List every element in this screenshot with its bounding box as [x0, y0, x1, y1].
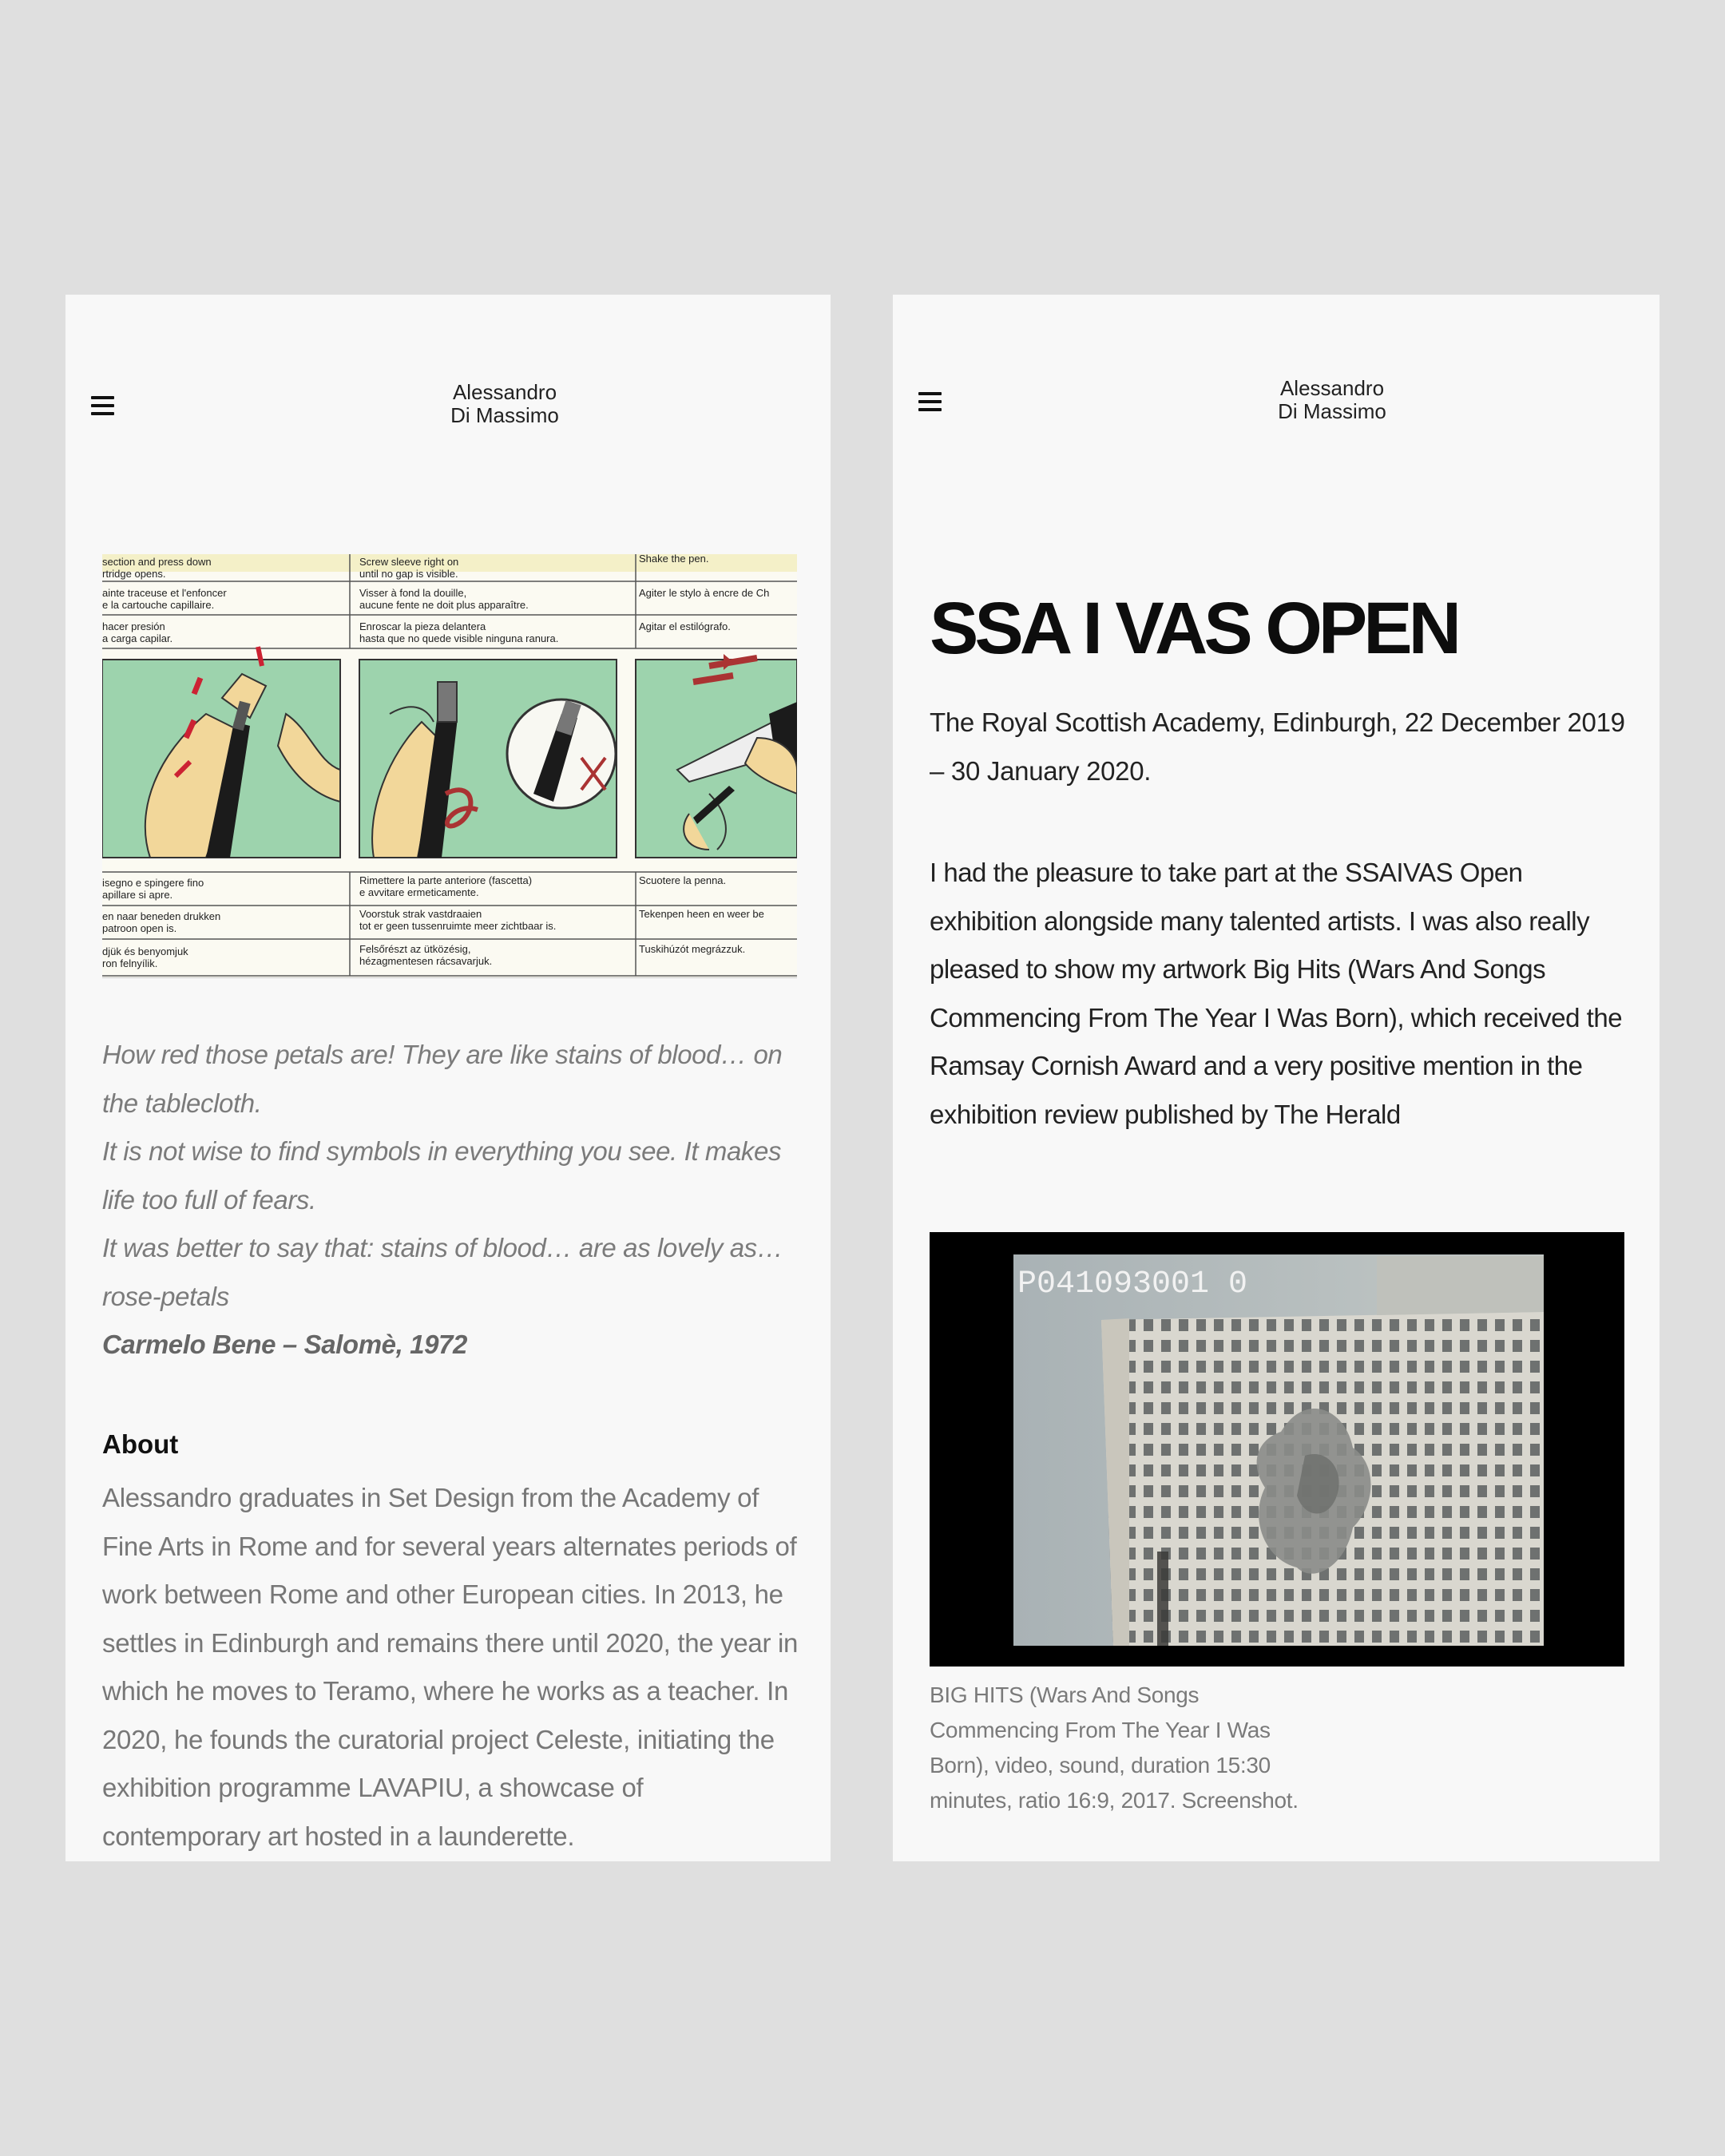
manual-text: Agiter le stylo à encre de Ch	[639, 587, 770, 599]
exhibition-description: I had the pleasure to take part at the SSAIVAS Open exhibition alongside many talented artists. I was also really pleased to show my artwork Big Hits (Wars And Songs Commencing From The Year I Was Born), which received the Ramsay Cornish Award and a very positive mention in the exhibition review published by The Herald	[930, 858, 1623, 1129]
site-title-line1: Alessandro	[452, 380, 557, 404]
poem-author: Carmelo Bene – Salomè, 1972	[102, 1330, 467, 1359]
page-title: SSA I VAS OPEN	[930, 588, 1458, 669]
manual-text: apillare si apre.	[102, 889, 173, 901]
site-title-line2: Di Massimo	[1278, 399, 1386, 423]
video-timecode: P041093001 0	[1017, 1266, 1248, 1302]
video-screenshot	[930, 1232, 1624, 1667]
manual-text: section and press down	[102, 556, 212, 568]
poem-quote	[102, 1031, 805, 1369]
manual-text: en naar beneden drukken	[102, 910, 221, 922]
poem-line: How red those petals are! They are like stains of blood… on the tablecloth.	[102, 1040, 783, 1118]
about-heading: About	[102, 1429, 179, 1459]
manual-text: hasta que no quede visible ninguna ranura.	[359, 632, 559, 644]
page-panel-right	[893, 295, 1660, 1861]
manual-text: Tekenpen heen en weer be	[639, 908, 764, 920]
poem-line: It is not wise to find symbols in everything you see. It makes life too full of fears.	[102, 1136, 782, 1215]
manual-text: Scuotere la penna.	[639, 874, 727, 886]
exhibition-details: The Royal Scottish Academy, Edinburgh, 22 December 2019 – 30 January 2020.	[930, 707, 1625, 786]
pen-instruction-illustration	[102, 554, 797, 978]
site-title-link[interactable]	[1228, 377, 1436, 423]
hamburger-menu-icon[interactable]	[918, 392, 942, 411]
site-title-link[interactable]	[401, 381, 609, 427]
manual-text: patroon open is.	[102, 922, 177, 934]
poem-line: It was better to say that: stains of blood… are as lovely as… rose-petals	[102, 1233, 783, 1311]
page-panel-left	[65, 295, 831, 1861]
manual-text: Enroscar la pieza delantera	[359, 620, 486, 632]
manual-text: Agitar el estilógrafo.	[639, 620, 731, 632]
hamburger-menu-icon[interactable]	[91, 396, 114, 415]
manual-text: a carga capilar.	[102, 632, 173, 644]
manual-text: Shake the pen.	[639, 554, 709, 565]
manual-text: ron felnyílik.	[102, 957, 158, 969]
manual-text: hacer presión	[102, 620, 165, 632]
manual-text: ainte traceuse et l'enfoncer	[102, 587, 227, 599]
manual-text: hézagmentesen rácsavarjuk.	[359, 955, 493, 967]
manual-text: e avvitare ermeticamente.	[359, 886, 479, 898]
site-title-line1: Alessandro	[1279, 376, 1385, 400]
manual-text: Voorstuk strak vastdraaien	[359, 908, 482, 920]
manual-text: tot er geen tussenruimte meer zichtbaar is.	[359, 920, 557, 932]
manual-text: Screw sleeve right on	[359, 556, 459, 568]
manual-text: Tuskihúzót megrázzuk.	[639, 943, 746, 955]
manual-text: until no gap is visible.	[359, 568, 458, 580]
manual-text: Felsőrészt az ütközésig,	[359, 943, 471, 955]
about-text: Alessandro graduates in Set Design from the Academy of Fine Arts in Rome and for several years alternates periods of work between Rome and other European cities. In 2013, he settles in Edinburgh and remains there until 2020, the year in which he moves to Teramo, where he works as a teacher. In 2020, he founds the curatorial project Celeste, initiating the exhibition programme LAVAPIU, a showcase of contemporary art hosted in a launderette.	[102, 1483, 799, 1851]
manual-text: Visser à fond la douille,	[359, 587, 467, 599]
manual-text: e la cartouche capillaire.	[102, 599, 215, 611]
site-title-line2: Di Massimo	[450, 403, 559, 427]
manual-text: Rimettere la parte anteriore (fascetta)	[359, 874, 533, 886]
manual-text: isegno e spingere fino	[102, 877, 204, 889]
manual-text: rtridge opens.	[102, 568, 166, 580]
manual-text: aucune fente ne doit plus apparaître.	[359, 599, 529, 611]
manual-text: djük és benyomjuk	[102, 945, 188, 957]
video-caption: BIG HITS (Wars And Songs Commencing From The Year I Was Born), video, sound, duration 15:30 minutes, ratio 16:9, 2017. Screenshot.	[930, 1682, 1299, 1813]
